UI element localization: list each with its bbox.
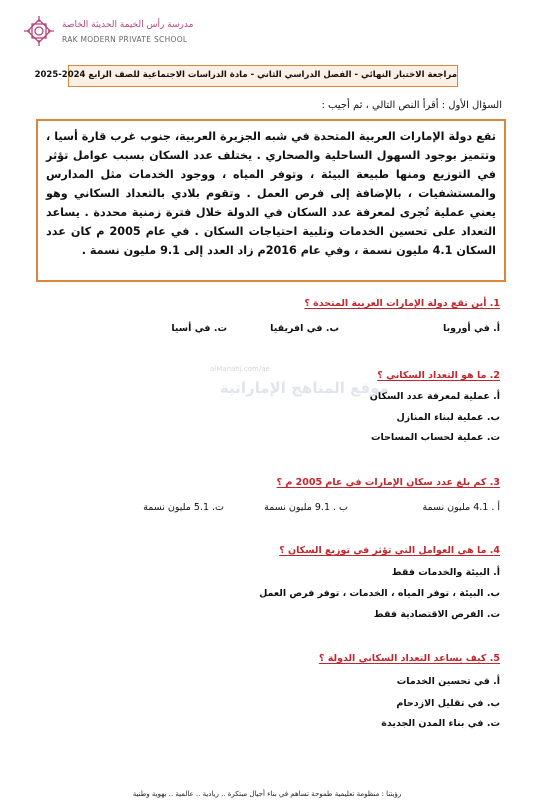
q2-option-b: ب. عملية لبناء المنازل — [396, 412, 500, 423]
watermark-url: alManahj.com/ae — [210, 365, 270, 373]
watermark — [200, 365, 389, 421]
question-1: 1. أين تقع دولة الإمارات العربية المتحدة ؟ — [304, 298, 500, 309]
question-one-heading: السؤال الأول : أقرأ النص التالي ، ثم أجيب : — [321, 100, 502, 111]
review-title: مراجعة الاختبار النهائي - الفصل الدراسي الثاني - مادة الدراسات الاجتماعية للصف الرابع 2024-2025 — [68, 65, 458, 87]
question-3: 3. كم بلغ عدد سكان الإمارات في عام 2005 م ؟ — [276, 477, 500, 488]
school-logo-icon — [22, 14, 56, 48]
question-2: 2. ما هو التعداد السكاني ؟ — [377, 370, 500, 381]
q4-option-b: ب. البيئة ، توفر المياه ، الخدمات ، توفر فرص العمل — [259, 588, 500, 599]
question-5: 5. كيف يساعد التعداد السكاني الدولة ؟ — [318, 653, 500, 664]
q5-option-b: ب. في تقليل الازدحام — [396, 698, 500, 709]
q1-option-c: ت. في أسيا — [171, 323, 227, 334]
q5-option-c: ت. في بناء المدن الجديدة — [381, 718, 500, 729]
footer-vision: رؤيتنا : منظومة تعليمية طموحة تساهم في بناء أجيال مبتكرة .. ريادية .. عالمية .. بهوية وطنية — [132, 790, 402, 798]
question-4: 4. ما هي العوامل التي تؤثر في توزيع السكان ؟ — [279, 545, 500, 556]
school-name-english: RAK MODERN PRIVATE SCHOOL — [62, 35, 188, 44]
q1-option-a: أ. في أوروبا — [443, 323, 500, 334]
q4-option-c: ت. الفرص الاقتصادية فقط — [373, 609, 500, 620]
q4-option-a: أ. البيئة والخدمات فقط — [391, 567, 500, 578]
reading-passage: تقع دولة الإمارات العربية المتحدة في شبه الجزيرة العربية، جنوب غرب قارة أسيا ، وتتميز بوجود السهول الساحلية والصحاري . يختلف عدد السكان بسبب عوامل تؤثر في التوزيع ومنها طبيعة البيئة ، وتوفر المياه ، ووجود الخدمات مثل المدارس والمستشفيات ، بالإضافة إلى فرص العمل . وتقوم بلادي بالتعداد السكاني وهو يعني عملية تُجرى لمعرفة عدد السكان في الدولة خلال فترة زمنية محددة . يساعد التعداد على تحسين الخدمات وتلبية احتياجات السكان . في عام 2005 م كان عدد السكان 4.1 مليون نسمة ، وفي عام 2016م زاد العدد إلى 9.1 مليون نسمة . — [36, 119, 506, 282]
q2-option-a: أ. عملية لمعرفة عدد السكان — [369, 391, 500, 402]
q3-option-b: ب . 9.1 مليون نسمة — [264, 502, 348, 513]
q3-option-c: ت. 5.1 مليون نسمة — [143, 502, 224, 513]
school-name-arabic: مدرسة رأس الخيمة الحديثة الخاصة — [62, 20, 194, 30]
q2-option-c: ت. عملية لحساب المساحات — [370, 432, 500, 443]
school-header — [22, 14, 262, 58]
watermark-title: موقع المناهج الإماراتية — [220, 379, 389, 397]
q1-option-b: ب. في افريقيا — [270, 323, 339, 334]
q3-option-a: أ . 4.1 مليون نسمة — [422, 502, 500, 513]
q5-option-a: أ. في تحسين الخدمات — [396, 676, 500, 687]
